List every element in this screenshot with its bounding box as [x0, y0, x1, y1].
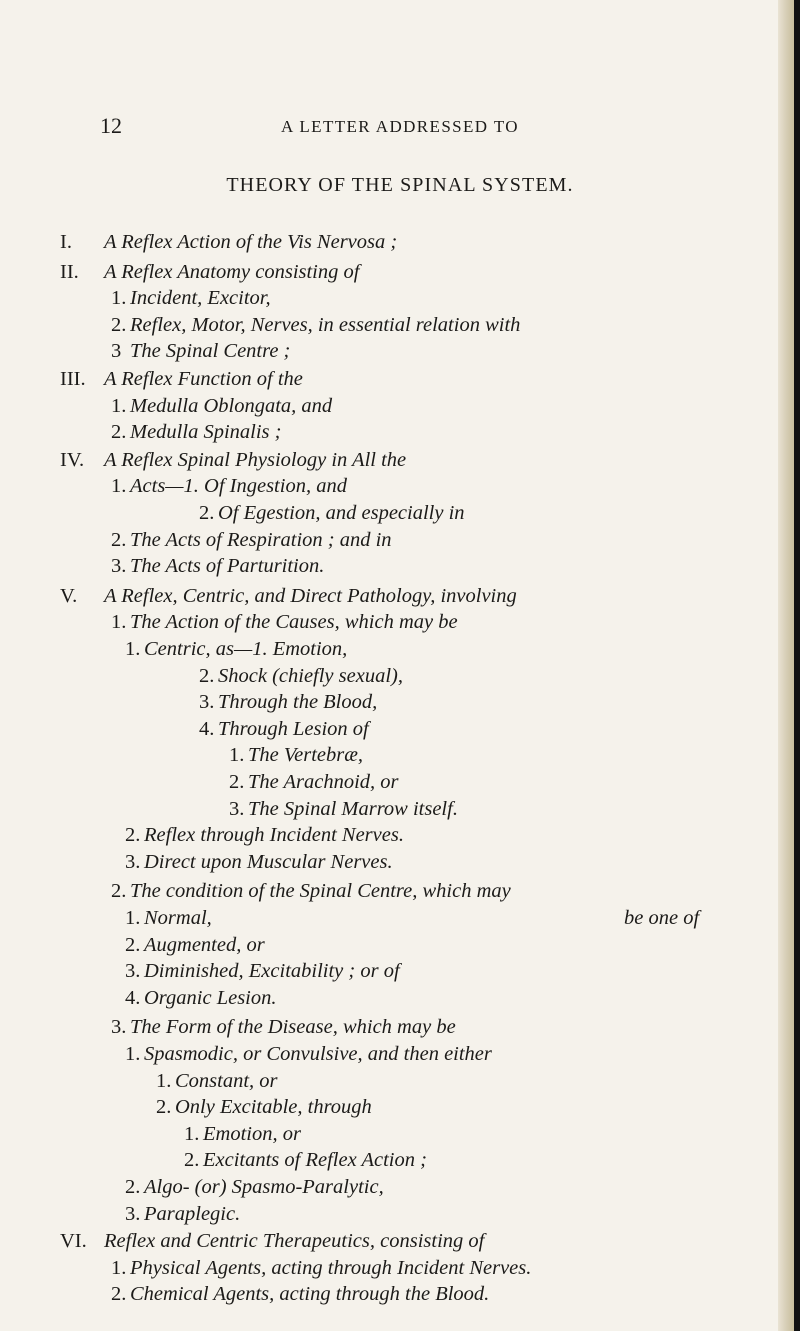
line-text: The Spinal Marrow itself.	[248, 798, 458, 820]
line-text: Physical Agents, acting through Incident Nerves.	[130, 1257, 532, 1279]
outline-line	[111, 530, 392, 551]
outline-line	[184, 1150, 427, 1171]
outline-line	[60, 232, 397, 253]
item-number: 3	[111, 340, 122, 362]
outline-line	[125, 935, 265, 956]
outline-line	[229, 799, 458, 820]
item-number: 1.	[111, 611, 127, 633]
line-text: A Reflex Spinal Physiology in All the	[104, 449, 407, 471]
outline-line	[60, 450, 406, 471]
line-text: Of Egestion, and especially in	[218, 502, 465, 524]
outline-line	[156, 1071, 278, 1092]
outline-line	[111, 396, 332, 417]
item-number: 2.	[111, 314, 127, 336]
item-number: 1.	[125, 638, 141, 660]
item-number: 3.	[125, 851, 141, 873]
line-text: Chemical Agents, acting through the Blood.	[130, 1283, 490, 1305]
outline-line	[111, 288, 271, 309]
item-number: 3.	[199, 691, 215, 713]
outline-line	[199, 666, 403, 687]
item-number: 2.	[111, 1283, 127, 1305]
line-text: A Reflex Action of the Vis Nervosa ;	[104, 231, 398, 253]
item-number: 4.	[199, 718, 215, 740]
outline-line	[125, 988, 277, 1009]
line-text: Normal,	[144, 907, 212, 929]
outline-line	[125, 961, 400, 982]
item-number: 1.	[125, 1043, 141, 1065]
line-text: Medulla Spinalis ;	[130, 421, 282, 443]
line-text: Spasmodic, or Convulsive, and then either	[144, 1043, 492, 1065]
item-number: 2.	[125, 1176, 141, 1198]
outline-line	[125, 1177, 384, 1198]
item-number: 1.	[156, 1070, 172, 1092]
line-text: Emotion, or	[203, 1123, 301, 1145]
roman-numeral: I.	[60, 231, 72, 253]
section-heading: THEORY OF THE SPINAL SYSTEM.	[226, 174, 574, 196]
line-text: Only Excitable, through	[175, 1096, 372, 1118]
item-number: 3.	[229, 798, 245, 820]
outline-line	[111, 315, 520, 336]
line-text: Incident, Excitor,	[130, 287, 271, 309]
item-number: 3.	[111, 555, 127, 577]
line-text: Medulla Oblongata, and	[130, 395, 333, 417]
line-text: Shock (chiefly sexual),	[218, 665, 403, 687]
outline-line	[111, 556, 324, 577]
item-number: 2.	[229, 771, 245, 793]
line-text: The Vertebræ,	[248, 744, 364, 766]
outline-line	[125, 852, 393, 873]
running-head: A LETTER ADDRESSED TO	[281, 117, 519, 136]
outline-line	[199, 503, 465, 524]
outline-line	[125, 639, 347, 660]
item-number: 3.	[111, 1016, 127, 1038]
item-number: 1.	[111, 1257, 127, 1279]
outline-line	[111, 476, 347, 497]
line-text: Acts—1. Of Ingestion, and	[130, 475, 347, 497]
roman-numeral: III.	[60, 368, 86, 390]
outline-line	[111, 1017, 456, 1038]
outline-line	[111, 422, 281, 443]
item-number: 3.	[125, 1203, 141, 1225]
outline-line	[111, 881, 511, 902]
line-text: The Action of the Causes, which may be	[130, 611, 458, 633]
item-number: 2.	[199, 502, 215, 524]
roman-numeral: IV.	[60, 449, 85, 471]
roman-numeral: II.	[60, 261, 79, 283]
outline-line	[125, 1204, 240, 1225]
outline-line-overflow	[111, 1284, 489, 1305]
outline-line	[229, 772, 399, 793]
outline-line	[60, 369, 303, 390]
line-text: Paraplegic.	[144, 1203, 241, 1225]
line-text: Organic Lesion.	[144, 987, 277, 1009]
page-edge-border	[794, 0, 800, 1331]
line-text: Diminished, Excitability ; or of	[144, 960, 400, 982]
item-number: 2.	[184, 1149, 200, 1171]
line-text: Algo- (or) Spasmo-Paralytic,	[144, 1176, 384, 1198]
item-number: 1.	[184, 1123, 200, 1145]
outline-line	[60, 1231, 484, 1252]
item-number: 2.	[125, 934, 141, 956]
line-text: The Acts of Parturition.	[130, 555, 325, 577]
outline-line	[184, 1124, 301, 1145]
outline-line	[125, 825, 404, 846]
line-text: The Form of the Disease, which may be	[130, 1016, 456, 1038]
line-text: Reflex, Motor, Nerves, in essential relation with	[130, 314, 521, 336]
line-text: The Acts of Respiration ; and in	[130, 529, 392, 551]
item-number: 1.	[111, 475, 127, 497]
outline-line	[199, 719, 369, 740]
roman-numeral: VI.	[60, 1230, 87, 1252]
item-number: 2.	[111, 421, 127, 443]
outline-line	[229, 745, 363, 766]
outline-line	[156, 1097, 372, 1118]
outline-line	[199, 692, 377, 713]
outline-line	[60, 586, 517, 607]
line-text: A Reflex, Centric, and Direct Pathology, involving	[104, 585, 517, 607]
outline-line	[111, 1258, 531, 1279]
page-number: 12	[100, 113, 122, 138]
item-number: 2.	[111, 529, 127, 551]
item-number: 4.	[125, 987, 141, 1009]
item-number: 1.	[111, 287, 127, 309]
outline-line	[111, 341, 290, 362]
line-text: Reflex through Incident Nerves.	[144, 824, 404, 846]
outline-line	[125, 1044, 492, 1065]
outline-line	[125, 908, 212, 929]
item-number: 2.	[111, 880, 127, 902]
line-text: Constant, or	[175, 1070, 278, 1092]
line-text: A Reflex Anatomy consisting of	[104, 261, 360, 283]
line-text: Direct upon Muscular Nerves.	[144, 851, 393, 873]
line-text: Through the Blood,	[218, 691, 378, 713]
outline-line	[111, 612, 458, 633]
roman-numeral: V.	[60, 585, 78, 607]
line-text: The condition of the Spinal Centre, which may	[130, 880, 511, 902]
item-number: 2.	[125, 824, 141, 846]
item-number: 2.	[156, 1096, 172, 1118]
item-number: 2.	[199, 665, 215, 687]
item-number: 1.	[125, 907, 141, 929]
line-text: Excitants of Reflex Action ;	[203, 1149, 427, 1171]
item-number: 1.	[229, 744, 245, 766]
line-text: Reflex and Centric Therapeutics, consisting of	[104, 1230, 485, 1252]
line-trailing-text: be one of	[624, 907, 700, 929]
outline-line	[60, 262, 359, 283]
line-text: Centric, as—1. Emotion,	[144, 638, 348, 660]
line-text: The Spinal Centre ;	[130, 340, 291, 362]
line-text: Through Lesion of	[218, 718, 369, 740]
line-text: The Arachnoid, or	[248, 771, 399, 793]
line-text: A Reflex Function of the	[104, 368, 303, 390]
item-number: 1.	[111, 395, 127, 417]
line-text: Augmented, or	[144, 934, 265, 956]
item-number: 3.	[125, 960, 141, 982]
